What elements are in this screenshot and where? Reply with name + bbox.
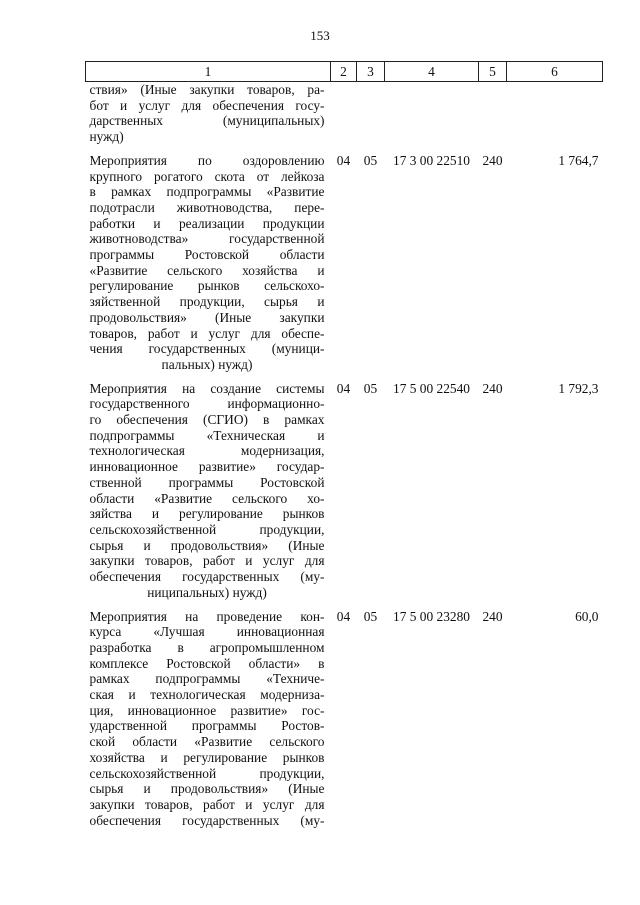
target-article-code	[385, 82, 479, 153]
description-line: в рамках подпрограммы «Развитие	[89, 184, 325, 200]
description-line: технологическая модернизация,	[89, 443, 325, 459]
budget-table	[85, 61, 603, 836]
description-line: рамках подпрограммы «Техниче-	[89, 671, 325, 687]
description-line: дарственных (муниципальных)	[89, 113, 325, 129]
row-description	[86, 609, 331, 837]
description-line: Мероприятия на создание системы	[89, 380, 325, 396]
column-header-3: 3	[357, 62, 385, 82]
description-line: обеспечения государственных (му-	[89, 569, 325, 585]
description-line: бот и услуг для обеспечения госу-	[89, 97, 325, 113]
description-line: продовольствия» (Иные закупки	[89, 309, 325, 325]
subsection-code: 05	[363, 608, 378, 624]
description-line: разработка в агропромышленном	[89, 639, 325, 655]
description-line: курса «Лучшая инновационная	[89, 624, 325, 640]
column-header-4: 4	[385, 62, 479, 82]
row-description	[86, 153, 331, 381]
amount: 1 792,3	[558, 380, 599, 396]
description-line: крупного рогатого скота от лейкоза	[89, 168, 325, 184]
description-line: ская и технологическая модерниза-	[89, 687, 325, 703]
table-row	[86, 381, 603, 609]
description-line: работки и реализации продукции	[89, 215, 325, 231]
target-article-code: 17 3 00 22510	[393, 152, 470, 168]
page-number: 153	[310, 28, 330, 43]
column-header-1: 1	[86, 62, 331, 82]
description-line: регулирование рынков сельскохо-	[89, 278, 325, 294]
description-line: подотрасли животноводства, пере-	[89, 199, 325, 215]
description-line: сырья и продовольствия» (Иные	[89, 537, 325, 553]
description-line: товаров, работ и услуг для обеспе-	[89, 325, 325, 341]
description-line: хозяйства и регулирование рынков	[89, 749, 325, 765]
description-line: зяйственной продукции, сырья и	[89, 294, 325, 310]
description-line: области «Развитие сельского хо-	[89, 490, 325, 506]
description-line: обеспечения государственных (му-	[89, 812, 325, 828]
expense-type-code: 240	[482, 380, 503, 396]
description-line: инновационное развитие» государ-	[89, 459, 325, 475]
description-line: государственного информационно-	[89, 396, 325, 412]
description-line: «Развитие сельского хозяйства и	[89, 262, 325, 278]
table-row	[86, 153, 603, 381]
amount: 1 764,7	[558, 152, 599, 168]
description-line: ствия» (Иные закупки товаров, ра-	[89, 82, 325, 97]
description-line: ция, инновационное развитие» гос-	[89, 702, 325, 718]
target-article-code: 17 5 00 22540	[393, 380, 470, 396]
description-line: го обеспечения (СГИО) в рамках	[89, 412, 325, 428]
section-code: 04	[336, 152, 351, 168]
section-code	[331, 82, 357, 153]
description-line: пальных) нужд)	[161, 356, 253, 372]
description-line: закупки товаров, работ и услуг для	[89, 553, 325, 569]
section-code: 04	[336, 608, 351, 624]
subsection-code	[357, 82, 385, 153]
table-row	[86, 609, 603, 837]
table-row	[86, 82, 603, 153]
expense-type-code: 240	[482, 152, 503, 168]
description-line: закупки товаров, работ и услуг для	[89, 796, 325, 812]
row-description	[86, 381, 331, 609]
description-line: программы Ростовской области	[89, 247, 325, 263]
subsection-code: 05	[363, 152, 378, 168]
description-line: ственной программы Ростовской	[89, 474, 325, 490]
description-line: зяйства и регулирование рынков	[89, 506, 325, 522]
description-line: сырья и продовольствия» (Иные	[89, 781, 325, 797]
column-header-5: 5	[479, 62, 507, 82]
description-line: сельскохозяйственной продукции,	[89, 521, 325, 537]
description-line: комплексе Ростовской области» в	[89, 655, 325, 671]
description-line: ниципальных) нужд)	[147, 584, 267, 600]
description-line: ударственной программы Ростов-	[89, 718, 325, 734]
expense-type-code	[479, 82, 507, 153]
description-line: подпрограммы «Техническая и	[89, 427, 325, 443]
table-header-row	[86, 62, 603, 82]
subsection-code: 05	[363, 380, 378, 396]
description-line: Мероприятия на проведение кон-	[89, 608, 325, 624]
description-line: животноводства» государственной	[89, 231, 325, 247]
description-line: ской области «Развитие сельского	[89, 734, 325, 750]
description-line: нужд)	[89, 129, 124, 145]
description-line: сельскохозяйственной продукции,	[89, 765, 325, 781]
row-description	[86, 82, 331, 153]
section-code: 04	[336, 380, 351, 396]
amount	[507, 82, 603, 153]
amount: 60,0	[575, 608, 599, 624]
description-line: Мероприятия по оздоровлению	[89, 152, 325, 168]
column-header-2: 2	[331, 62, 357, 82]
expense-type-code: 240	[482, 608, 503, 624]
column-header-6: 6	[507, 62, 603, 82]
description-line: чения государственных (муници-	[89, 341, 325, 357]
target-article-code: 17 5 00 23280	[393, 608, 470, 624]
